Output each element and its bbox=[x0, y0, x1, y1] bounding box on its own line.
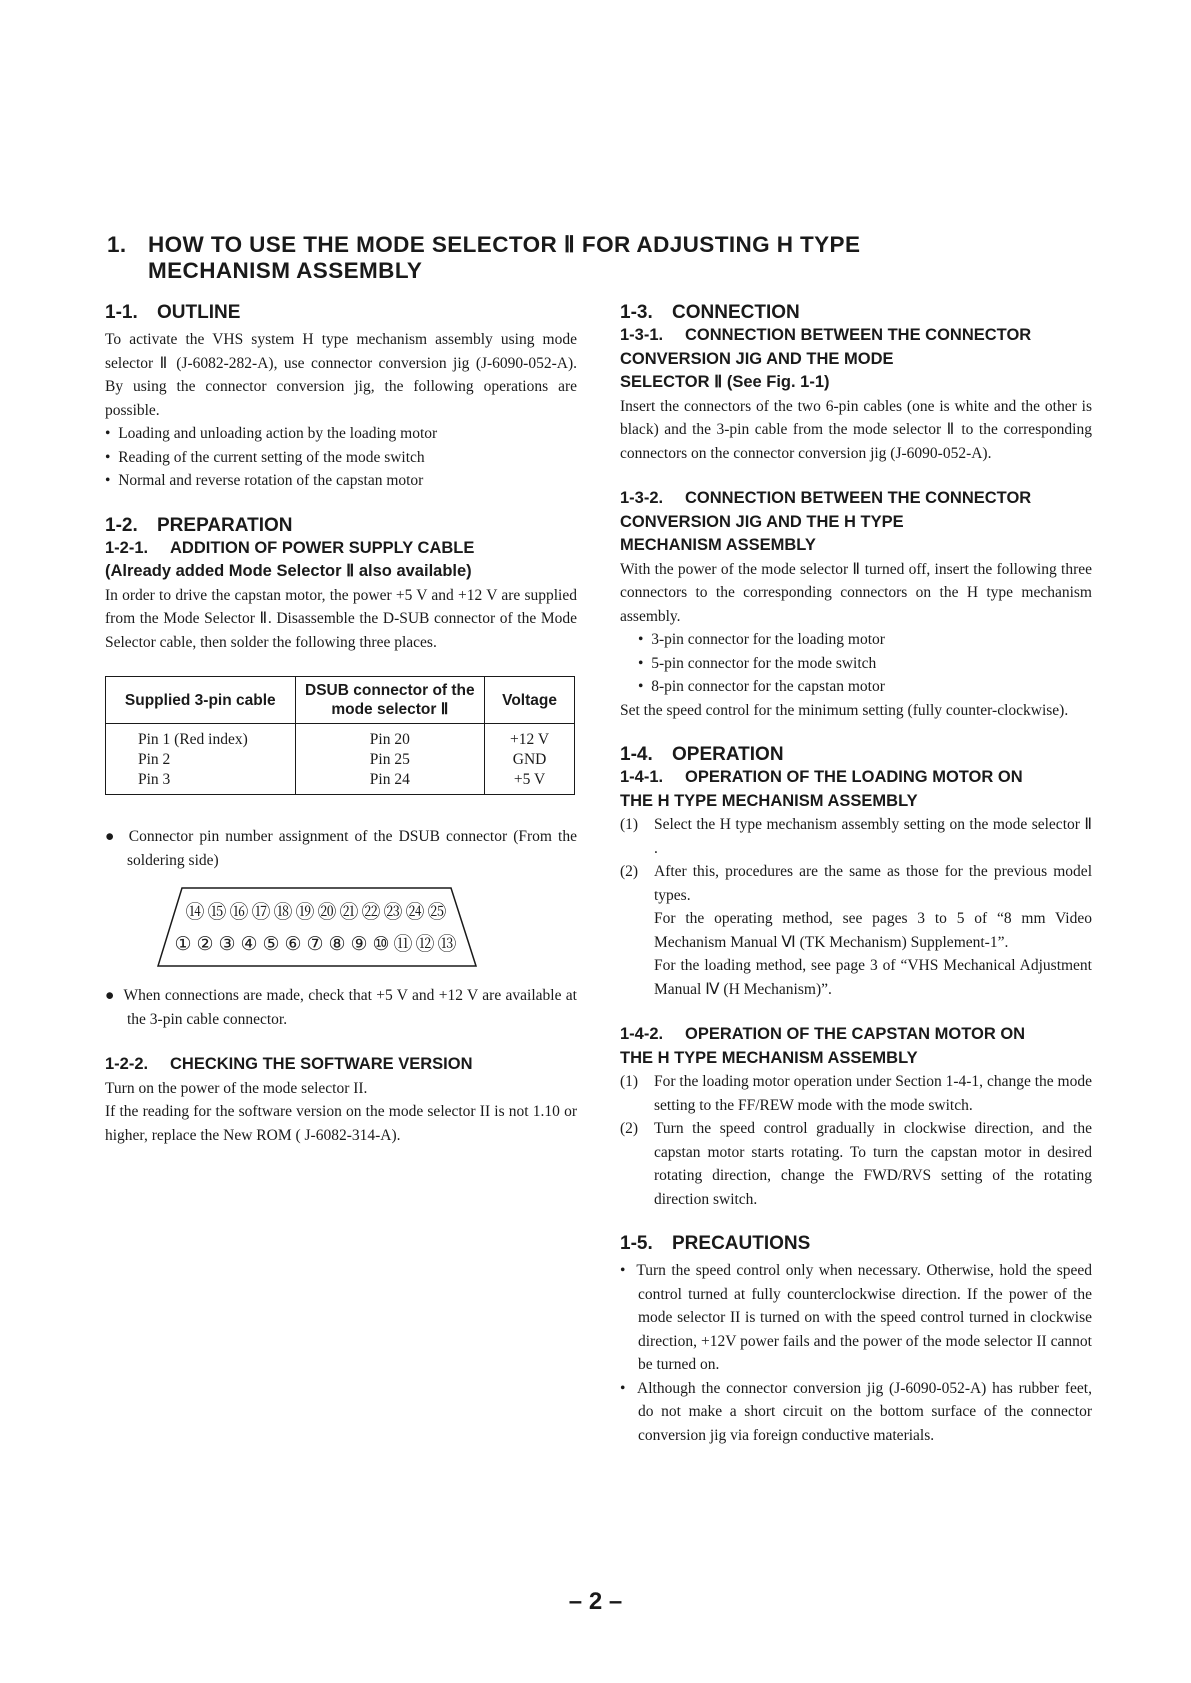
item-text: For the loading motor operation under Section 1-4-1, change the mode setting to the FF/REW mode with the mode switch. bbox=[654, 1073, 1092, 1114]
precautions-bullet-text: Turn the speed control only when necessary. Otherwise, hold the speed control turned at fully counterclockwise direction. If the power of the mode selector II is turned on with the speed control turned in clockwise direction, +12V power fails and the power of the mode selector II cannot be turned on. bbox=[636, 1262, 1092, 1373]
connector-pin-top: ㉔ bbox=[405, 901, 425, 923]
precautions-number: 1-5. bbox=[620, 1233, 653, 1254]
outline-text: To activate the VHS system H type mechanism assembly using mode selector Ⅱ (J-6082-282-A), use connector conversion jig (J-6090-052-A). By using the connector conversion jig, the following operations are possible. bbox=[105, 331, 577, 419]
connection-sub2-line2: CONVERSION JIG AND THE H TYPE bbox=[620, 512, 904, 531]
addition-heading bbox=[105, 537, 577, 561]
preparation-heading bbox=[105, 515, 577, 537]
item-number: (2) bbox=[620, 1120, 639, 1137]
connector-note: ● Connector pin number assignment of the DSUB connector (From the soldering side) bbox=[105, 828, 577, 869]
connector-pin-top: ⑳ bbox=[317, 901, 337, 923]
title-line2: MECHANISM ASSEMBLY bbox=[148, 258, 423, 283]
table-cell: +5 V bbox=[485, 770, 575, 795]
operation-sub2-line1: OPERATION OF THE CAPSTAN MOTOR ON bbox=[685, 1025, 1026, 1043]
connection-sub2-bullet-text: 8-pin connector for the capstan motor bbox=[651, 678, 885, 695]
connector-pin-top: ㉓ bbox=[383, 901, 403, 923]
addition-heading-line2: (Already added Mode Selector Ⅱ also available) bbox=[105, 562, 472, 580]
outline-bullet: • Loading and unloading action by the loading motor bbox=[105, 425, 438, 442]
operation-sub2-number: 1-4-2. bbox=[620, 1025, 664, 1043]
connection-sub1-text: Insert the connectors of the two 6-pin cables (one is white and the other is black) and the 3-pin cable from the mode selector Ⅱ to the corresponding connectors on the connector conversion jig (J-6090-052-A). bbox=[620, 397, 1092, 462]
table-header: DSUB connector of the mode selector Ⅱ bbox=[295, 677, 485, 724]
connector-pin-bottom: ⑧ bbox=[328, 933, 346, 955]
operation-sub2-heading bbox=[620, 1023, 1092, 1047]
connector-pin-top: ⑯ bbox=[229, 901, 249, 923]
connection-sub2-after: Set the speed control for the minimum setting (fully counter-clockwise). bbox=[620, 701, 1069, 719]
connection-sub1-line1: CONNECTION BETWEEN THE CONNECTOR bbox=[685, 326, 1032, 344]
connector-pin-bottom: ⑪ bbox=[393, 933, 413, 955]
bottom-pin-row bbox=[174, 933, 456, 955]
addition-number: 1-2-1. bbox=[105, 538, 149, 557]
connection-number: 1-3. bbox=[620, 302, 653, 323]
connection-check-note-text: When connections are made, check that +5 V and +12 V are available at the 3-pin cable connector. bbox=[123, 987, 577, 1028]
operation-sub1-item bbox=[620, 860, 1092, 907]
connection-sub2-bullet-text: 3-pin connector for the loading motor bbox=[651, 631, 885, 648]
connector-pin-bottom: ④ bbox=[240, 933, 258, 955]
table-header-row bbox=[106, 677, 575, 724]
item-text: After this, procedures are the same as those for the previous model types. bbox=[654, 863, 1092, 904]
table-row bbox=[106, 724, 575, 751]
connection-sub2-bullet: • 3-pin connector for the loading motor bbox=[638, 631, 885, 648]
table-cell: Pin 1 (Red index) bbox=[106, 724, 296, 751]
outline-bullet-text: Loading and unloading action by the loading motor bbox=[118, 425, 438, 442]
operation-sub1-extra2: For the loading method, see page 3 of “VHS Mechanical Adjustment Manual Ⅳ (H Mechanism)”. bbox=[654, 957, 1092, 998]
connection-sub2-line3: MECHANISM ASSEMBLY bbox=[620, 536, 816, 554]
connection-check-note: ● When connections are made, check that +5 V and +12 V are available at the 3-pin cable connector. bbox=[105, 987, 577, 1028]
table-cell: Pin 20 bbox=[295, 724, 485, 751]
precautions-bullet: • Although the connector conversion jig (J-6090-052-A) has rubber feet, do not make a short circuit on the bottom surface of the connector conversion jig via foreign conductive materials. bbox=[620, 1379, 1092, 1444]
connector-pin-top: ⑱ bbox=[273, 901, 293, 923]
item-number: (1) bbox=[620, 816, 639, 833]
connector-pin-top: ㉑ bbox=[339, 901, 359, 923]
connector-pin-top: ⑰ bbox=[251, 901, 271, 923]
precautions-bullet-text: Although the connector conversion jig (J-6090-052-A) has rubber feet, do not make a short circuit on the bottom surface of the connector conversion jig via foreign conductive materials. bbox=[637, 1379, 1092, 1444]
operation-sub2-line2: THE H TYPE MECHANISM ASSEMBLY bbox=[620, 1048, 918, 1067]
table-cell: Pin 24 bbox=[295, 770, 485, 795]
connection-sub1-line2: CONVERSION JIG AND THE MODE bbox=[620, 349, 894, 368]
item-number: (2) bbox=[620, 863, 639, 880]
checking-line1: Turn on the power of the mode selector II. bbox=[105, 1079, 368, 1097]
table-row bbox=[106, 750, 575, 770]
operation-sub2-item bbox=[620, 1117, 1092, 1211]
connection-sub2-text: With the power of the mode selector Ⅱ turned off, insert the following three connectors to the corresponding connectors on the H type mechanism assembly. bbox=[620, 560, 1092, 625]
connector-pin-bottom: ⑤ bbox=[262, 933, 280, 955]
outline-number: 1-1. bbox=[105, 302, 138, 323]
checking-line2: If the reading for the software version on the mode selector II is not 1.10 or higher, replace the New ROM ( J-6082-314-A). bbox=[105, 1103, 577, 1144]
title-number: 1. bbox=[107, 232, 127, 257]
dsub-connector-diagram bbox=[157, 884, 477, 970]
operation-sub1-heading bbox=[620, 766, 1092, 790]
outline-bullet: • Reading of the current setting of the mode switch bbox=[105, 448, 425, 466]
power-supply-table bbox=[105, 676, 575, 795]
connection-heading bbox=[620, 302, 1092, 324]
operation-sub2-item bbox=[620, 1070, 1092, 1117]
table-row bbox=[106, 770, 575, 795]
connector-pin-top: ㉒ bbox=[361, 901, 381, 923]
item-number: (1) bbox=[620, 1073, 639, 1090]
connection-sub1-heading bbox=[620, 324, 1092, 348]
connection-sub2-bullet: • 8-pin connector for the capstan motor bbox=[638, 678, 885, 695]
operation-sub1-line1: OPERATION OF THE LOADING MOTOR ON bbox=[685, 768, 1023, 786]
page-title bbox=[107, 232, 1107, 284]
operation-sub1-item bbox=[620, 813, 1092, 860]
connection-sub2-line1: CONNECTION BETWEEN THE CONNECTOR bbox=[685, 489, 1032, 507]
connector-pin-bottom: ⑨ bbox=[350, 933, 368, 955]
connection-sub2-bullet: • 5-pin connector for the mode switch bbox=[638, 654, 877, 672]
connector-pin-bottom: ② bbox=[196, 933, 214, 955]
page-number: – 2 – bbox=[568, 1588, 623, 1615]
operation-number: 1-4. bbox=[620, 744, 653, 765]
connector-pin-top: ⑮ bbox=[207, 901, 227, 923]
connection-sub2-number: 1-3-2. bbox=[620, 489, 664, 507]
operation-sub1-extra1: For the operating method, see pages 3 to 5 of “8 mm Video Mechanism Manual Ⅵ (TK Mechanism) Supplement-1”. bbox=[654, 910, 1092, 951]
precautions-bullet: • Turn the speed control only when necessary. Otherwise, hold the speed control turned at fully counterclockwise direction. If the power of the mode selector II is turned on with the speed control turned in clockwise direction, +12V power fails and the power of the mode selector II cannot be turned on. bbox=[620, 1262, 1092, 1373]
precautions-heading-text: PRECAUTIONS bbox=[672, 1233, 811, 1254]
connector-pin-top: ⑲ bbox=[295, 901, 315, 923]
addition-text: In order to drive the capstan motor, the power +5 V and +12 V are supplied from the Mode Selector Ⅱ. Disassemble the D-SUB connector of the Mode Selector cable, then solder the following three places. bbox=[105, 586, 577, 651]
connector-pin-bottom: ⑬ bbox=[437, 933, 457, 955]
title-line1: HOW TO USE THE MODE SELECTOR Ⅱ FOR ADJUSTING H TYPE bbox=[148, 232, 861, 257]
item-text: Turn the speed control gradually in clockwise direction, and the capstan motor starts rotating. To turn the capstan motor in desired rotating direction, change the FWD/RVS setting of the rotating direction switch. bbox=[654, 1120, 1092, 1208]
connector-pin-top: ㉕ bbox=[427, 901, 447, 923]
operation-sub1-number: 1-4-1. bbox=[620, 768, 664, 786]
table-cell: Pin 2 bbox=[106, 750, 296, 770]
operation-sub1-line2: THE H TYPE MECHANISM ASSEMBLY bbox=[620, 791, 918, 810]
checking-heading-text: CHECKING THE SOFTWARE VERSION bbox=[170, 1055, 473, 1073]
outline-heading-text: OUTLINE bbox=[157, 302, 241, 323]
connection-sub2-bullet-text: 5-pin connector for the mode switch bbox=[651, 654, 877, 672]
table-cell: Pin 3 bbox=[106, 770, 296, 795]
top-pin-row bbox=[185, 901, 446, 923]
checking-heading bbox=[105, 1053, 577, 1077]
connection-sub2-heading bbox=[620, 487, 1092, 511]
table-cell: GND bbox=[485, 750, 575, 770]
left-column bbox=[105, 302, 577, 1147]
connector-pin-bottom: ③ bbox=[218, 933, 236, 955]
connection-heading-text: CONNECTION bbox=[672, 302, 800, 323]
connector-note-text: Connector pin number assignment of the DSUB connector (From the soldering side) bbox=[127, 828, 577, 869]
connector-pin-bottom: ① bbox=[174, 933, 192, 955]
connection-sub1-line3: SELECTOR Ⅱ (See Fig. 1-1) bbox=[620, 373, 830, 391]
connector-pin-bottom: ⑩ bbox=[372, 933, 390, 955]
outline-bullet-text: Reading of the current setting of the mode switch bbox=[118, 448, 425, 466]
outline-heading bbox=[105, 302, 577, 324]
precautions-heading bbox=[620, 1233, 1092, 1255]
connector-pin-top: ⑭ bbox=[185, 901, 205, 923]
addition-heading-line1: ADDITION OF POWER SUPPLY CABLE bbox=[170, 538, 475, 557]
table-cell: Pin 25 bbox=[295, 750, 485, 770]
operation-heading bbox=[620, 744, 1092, 766]
connection-sub1-number: 1-3-1. bbox=[620, 326, 664, 344]
item-text: Select the H type mechanism assembly setting on the mode selector Ⅱ . bbox=[654, 816, 1092, 857]
outline-bullet-text: Normal and reverse rotation of the capstan motor bbox=[118, 472, 424, 489]
table-header: Voltage bbox=[485, 677, 575, 724]
connector-pin-bottom: ⑫ bbox=[415, 933, 435, 955]
preparation-number: 1-2. bbox=[105, 514, 138, 536]
preparation-heading-text: PREPARATION bbox=[157, 514, 293, 536]
table-cell: +12 V bbox=[485, 724, 575, 751]
table-header: Supplied 3-pin cable bbox=[106, 677, 296, 724]
connector-pin-bottom: ⑦ bbox=[306, 933, 324, 955]
outline-bullet: • Normal and reverse rotation of the capstan motor bbox=[105, 472, 424, 489]
right-column bbox=[620, 302, 1092, 1447]
connector-pin-bottom: ⑥ bbox=[284, 933, 302, 955]
checking-number: 1-2-2. bbox=[105, 1055, 149, 1073]
operation-heading-text: OPERATION bbox=[672, 744, 784, 765]
